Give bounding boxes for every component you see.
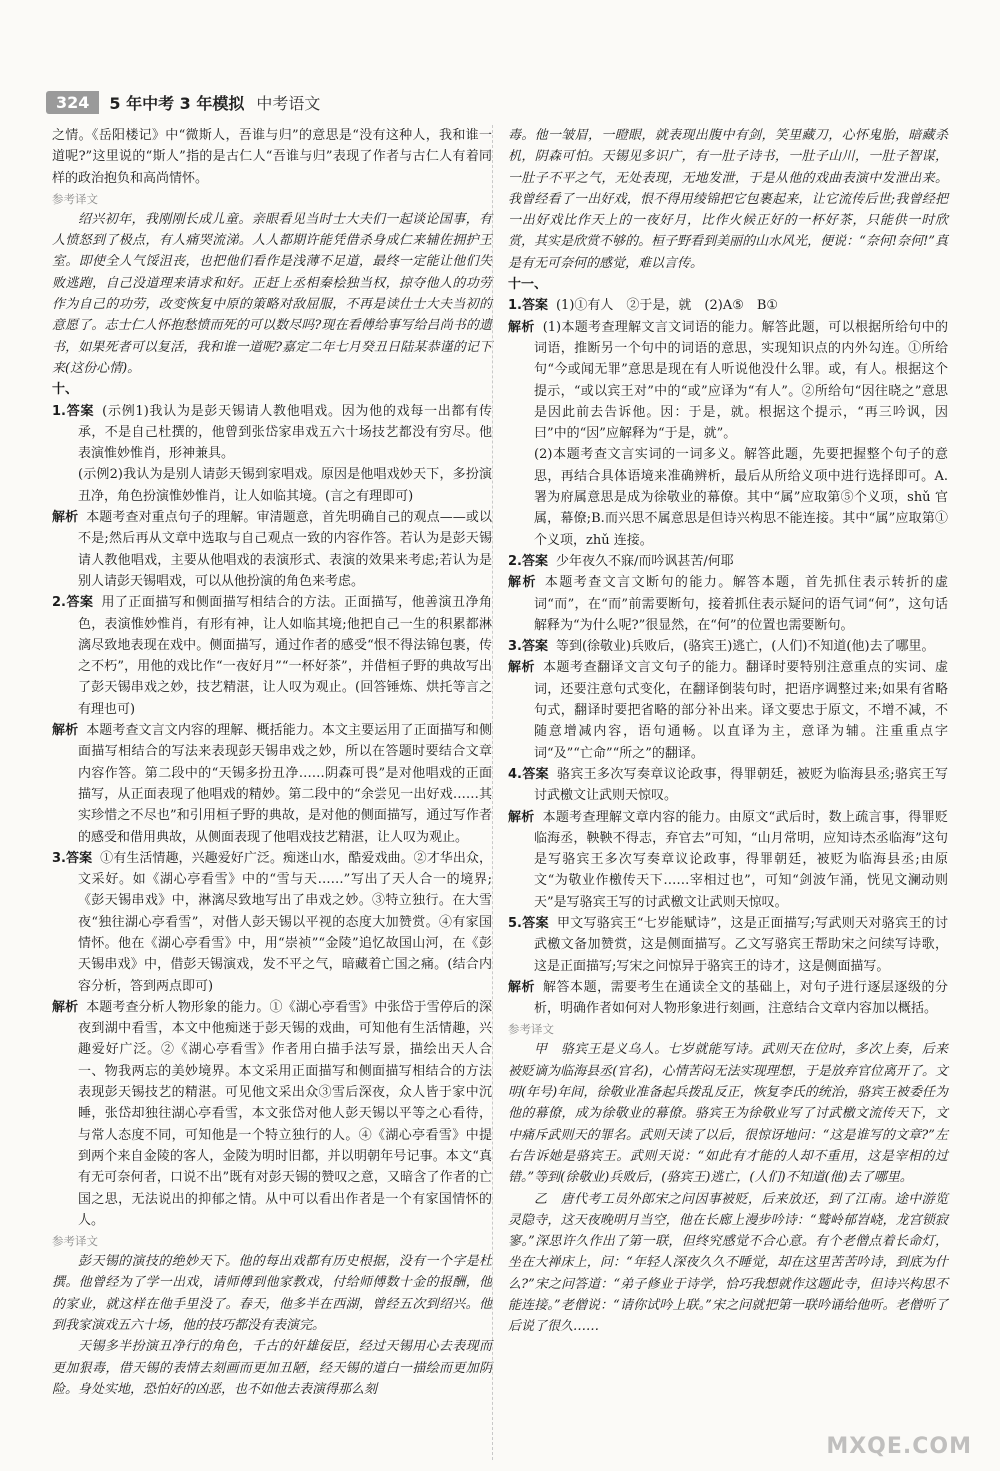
answer-tag: 1.答案 [508,298,548,314]
q3-answer [52,848,492,997]
q2-analysis-text: 本题考查文言文内容的理解、概括能力。本文主要运用了正面描写和侧面描写相结合的写法来表现彭天锡串戏之妙，所以在答题时要结合文章内容作答。第二段中的“天锡多扮丑净……阴森可畏”是对他唱戏的正面描写，从正面表现了他唱戏的精妙。第二段中的“余尝见一出好戏……其实珍惜之不尽也”和引用桓子野的典故，是对他的侧面描写，通过写作者的感受和借用典故，从侧面表现了他唱戏技艺精湛，让人叹为观止。 [78,723,492,845]
q3-answer [508,636,948,657]
q3-analysis [52,997,492,1231]
reference-translation-text: 绍兴初年，我刚刚长成儿童。亲眼看见当时士大夫们一起谈论国事，有人愤怒到了极点，有人痛哭流涕。人人都期许能凭借杀身成仁来辅佐拥护王室。即使全人气馁沮丧，也把他们看作是浅薄不足道，最终一定能让他们失败逃跑，自己没道理来请求和好。正赶上丞相秦桧独当权，掠夺他人的功劳作为自己的功劳，改变恢复中原的策略对敌屈服，不再是读仕士大夫当初的意愿了。志士仁人怀抱愁愤而死的可以数尽吗?现在看傅给事写给吕尚书的遗书，如果死者可以复活，我和谁一道呢?嘉定二年七月癸丑日陆某恭谨的记下来(这份心情)。 [52,211,492,376]
q2-answer [52,592,492,720]
site-watermark: MXQE.COM [826,1434,972,1459]
answer-tag: 5.答案 [508,915,549,931]
answer-tag: 2.答案 [52,595,94,611]
q1-answer [52,401,492,465]
section-eleven-heading: 十一、 [508,277,548,293]
reference-translation-label: 参考译文 [52,1234,98,1249]
q1-analysis [52,507,492,592]
q4-answer [508,764,948,807]
q2-answer-text: 少年夜久不寐/而吟讽甚苦/何耶 [555,553,734,569]
q3-analysis [508,657,948,763]
book-subject: 中考语文 [256,93,321,113]
q1-analysis-text: (1)本题考查理解文言文词语的能力。解答此题，可以根据所给句中的词语，推断另一个句中的词语的意思，实现知识点的内外勾连。①所给句“今或闻无罪”意思是现在有人听说他没什么罪。或，有人。根据这个提示，“或以宾王对”中的“或”应译为“有人”。②所给句“因往晓之”意思是因此前去告诉他。因：于是，就。根据这个提示，“再三吟讽，因曰”中的“因”应解释为“于是，就”。 [534,319,948,442]
q2-analysis-text: 本题考查文言文断句的能力。解答本题，首先抓住表示转折的虚词“而”，在“而”前需要断句，接着抓住表示疑问的语气词“何”，这句话解释为“为什么呢?”很显然，在“何”的位置也需要断句。 [534,575,948,633]
analysis-tag: 解析 [508,319,535,335]
analysis-tag: 解析 [508,809,535,825]
reference-translation-label: 参考译文 [52,191,98,206]
q1-answer-example2: (示例2)我认为是别人请彭天锡到家唱戏。原因是他唱戏妙天下，多扮演丑净，角色扮演惟妙惟肖，让人如临其境。(言之有理即可) [78,467,492,504]
intro-paragraph: 之情。《岳阳楼记》中“微斯人，吾谁与归”的意思是“没有这种人，我和谁一道呢?”这里说的“斯人”指的是古仁人“吾谁与归”表现了作者与古仁人有着同样的政治抱负和高尚情怀。 [52,128,492,186]
q1-analysis-part2: (2)本题考查文言实词的一词多义。解答此题，先要把握整个句子的意思，再结合具体语境来准确辨析，最后从所给义项中进行选择即可。A.署为府属意思是成为徐敬业的幕僚。其中“属”应取第⑤个义项，shǔ 官属，幕僚;B.而兴思不属意思是但诗兴构思不能连接。其中“属”应取第①个义项，zhǔ 连接。 [534,447,948,548]
q4-analysis [508,807,948,913]
left-column [52,125,492,1400]
reference-translation-text: 天锡多半扮演丑净行的角色，千古的奸雄佞臣，经过天锡用心去表现而更加狠毒，借天锡的表情去刻画而更加丑陋，经天锡的道白一描绘而更加阴险。身处实地，恐怕好的凶恶，也不如他去表演得那么刻 [52,1339,492,1397]
answer-tag: 3.答案 [52,850,93,866]
q4-answer-text: 骆宾王多次写奏章议论政事，得罪朝廷，被贬为临海县丞;骆宾王写讨武檄文让武则天惊叹。 [534,766,948,804]
answer-tag: 4.答案 [508,766,549,782]
q5-answer [508,913,948,977]
reference-translation-text: 彭天锡的演技的绝妙天下。他的每出戏都有历史根据，没有一个字是杜撰。他曾经为了学一出戏，请师傅到他家教戏，付给师傅数十金的报酬，他的家业，就这样在他手里没了。春天，他多半在西湖，曾经五次到绍兴。他到我家演戏五六十场，他的技巧都没有表演完。 [52,1254,492,1334]
page-header [46,88,320,116]
q3-answer-text: ①有生活情趣，兴趣爱好广泛。痴迷山水，酷爱戏曲。②才华出众，文采好。如《湖心亭看雪》中的“雪与天……”写出了天人合一的境界;《彭天锡串戏》中，淋漓尽致地写出了串戏之妙。③特立独行。在大雪夜“独往湖心亭看雪”，对偕人彭天锡以平视的态度大加赞赏。④有家国情怀。他在《湖心亭看雪》中，用“崇祯”“金陵”追忆故国山河，在《彭天锡串戏》中，借彭天锡演戏，发不平之气，暗藏着亡国之痛。(结合内容分析，答到两点即可) [78,850,492,994]
analysis-tag: 解析 [508,575,537,591]
reference-translation-text: 甲 骆宾王是义乌人。七岁就能写诗。武则天在位时，多次上奏，后来被贬谪为临海县丞(官名)，心情苦闷无法实现理想，于是放弃官位离开了。文明(年号)年间，徐敬业准备起兵拨乱反正，恢复李氏的统治，骆宾王被委任为他的幕僚，成为徐敬业的幕僚。骆宾王为徐敬业写了讨武檄文流传天下，文中痛斥武则天的罪名。武则天读了以后，很惊讶地问：“这是谁写的文章?”左右告诉她是骆宾王。武则天说：“如此有才能的人却不重用，这是宰相的过错。”等到(徐敬业)兵败后，(骆宾王)逃亡，(人们)不知道(他)去了哪里。 [508,1042,948,1186]
analysis-tag: 解析 [508,660,536,676]
analysis-tag: 解析 [52,723,79,739]
q1-answer [508,295,948,316]
q1-analysis-text: 本题考查对重点句子的理解。审清题意，首先明确自己的观点——或以不是;然后再从文章中选取与自己观点一致的内容作答。若认为是彭天锡请人教他唱戏，主要从他唱戏的表演形式、表演的效果来考虑;若认为是别人请彭天锡唱戏，可以从他扮演的角色来考虑。 [78,510,492,589]
book-brand: 5 年中考 3 年模拟 [109,93,245,113]
analysis-tag: 解析 [52,510,79,526]
q1-answer-text: (示例1)我认为是彭天锡请人教他唱戏。因为他的戏每一出都有传承，不是自己杜撰的，他曾到张岱家串戏五六十场技艺都没有穷尽。他表演惟妙惟肖，形神兼具。 [78,403,492,462]
q2-analysis [52,720,492,848]
analysis-tag: 解析 [508,979,536,995]
q3-answer-text: 等到(徐敬业)兵败后，(骆宾王)逃亡，(人们)不知道(他)去了哪里。 [555,639,935,655]
column-divider [492,125,493,1460]
analysis-tag: 解析 [52,999,79,1015]
reference-translation-text: 乙 唐代考工员外郎宋之问因事被贬，后来放还，到了江南。途中游览灵隐寺，这天夜晚明月当空，他在长廊上漫步吟诗：“鹫岭郁岧峣，龙宫锁寂寥。”深思许久作出了第一联，但终究感觉不合心意。有个老僧点着长命灯，坐在大禅床上，问：“年轻人深夜久久不睡觉，却在这里苦苦吟诗，到底为什么?”宋之问答道：“弟子修业于诗学，恰巧我想就作这题此寺，但诗兴构思不能连接。”老僧说：“请你试吟上联。”宋之问就把第一联吟诵给他听。老僧听了后说了很久…… [508,1191,948,1335]
q5-answer-text: 甲文写骆宾王“七岁能赋诗”，这是正面描写;写武则天对骆宾王的讨武檄文备加赞赏，这是侧面描写。乙文写骆宾王帮助宋之问续写诗歌，这是正面描写;写宋之问惊异于骆宾王的诗才，这是侧面描写。 [534,915,948,974]
q2-analysis [508,572,948,636]
q4-analysis-text: 本题考查理解文章内容的能力。由原文“武后时，数上疏言事，得罪贬临海丞，鞅鞅不得志，弃官去”可知，“山月常明，应知诗杰丞临海”这句是写骆宾王多次写奏章议论政事，得罪朝廷，被贬为临海县丞;由原文“为敬业作檄传天下……宰相过也”，可知“剑波乍涌，恍见文澜动则天”是写骆宾王写的讨武檄文让武则天惊叹。 [534,809,948,910]
page-number: 324 [46,91,99,114]
q1-analysis [508,317,948,445]
q3-analysis-text: 本题考查翻译文言文句子的能力。翻译时要特别注意重点的实词、虚词，还要注意句式变化，在翻译倒装句时，把语序调整过来;如果有省略句式，翻译时要把省略的部分补出来。译文要忠于原文，不增不减，不随意增减内容，语句通畅。以直译为主，意译为辅。注重重点字词“及”“亡命”“所之”的翻译。 [534,660,948,761]
reference-translation-continued: 毒。他一皱眉，一瞪眼，就表现出腹中有剑，笑里藏刀，心怀鬼胎，暗藏杀机，阴森可怕。天锡见多识广，有一肚子诗书，一肚子山川，一肚子智谋，一肚子不平之气，无处表现，无地发泄，于是从他的戏曲表演中发泄出来。我曾经看了一出好戏，恨不得用绫锦把它包裹起来，让它流传后世;我曾经把一出好戏比作天上的一夜好月，比作火候正好的一杯好茶，只能供一时欣赏，其实是欣赏不够的。桓子野看到美丽的山水风光，便说：“奈何!奈何!”真是有无可奈何的感觉，难以言传。 [508,128,948,271]
answer-tag: 3.答案 [508,639,548,655]
reference-translation-label: 参考译文 [508,1022,554,1037]
answer-tag: 1.答案 [52,403,95,419]
q2-answer-text: 用了正面描写和侧面描写相结合的方法。正面描写，他善演丑净角色，表演惟妙惟肖，有形有神，让人如临其境;他把自己一生的积累都淋漓尽致地表现在戏中。侧面描写，通过作者的感受“恨不得法锦包裹，传之不朽”，用他的戏比作“一夜好月”“一杯好茶”，并借桓子野的典故写出了彭天锡串戏之妙，技艺精湛，让人叹为观止。(回答锤炼、烘托等言之有理也可) [78,595,492,717]
q5-analysis [508,977,948,1020]
answer-tag: 2.答案 [508,553,548,569]
q5-analysis-text: 解答本题，需要考生在通读全文的基础上，对句子进行逐层逐级的分析，明确作者如何对人物形象进行刻画，注意结合文章内容加以概括。 [534,979,948,1017]
right-column [508,125,948,1338]
q2-answer [508,551,948,572]
q3-analysis-text: 本题考查分析人物形象的能力。①《湖心亭看雪》中张岱于雪停后的深夜到湖中看雪，本文中他痴迷于彭天锡的戏曲，可知他有生活情趣，兴趣爱好广泛。②《湖心亭看雪》作者用白描手法写景，描绘出天人合一、物我两忘的美妙境界。本文采用正面描写和侧面描写相结合的方法表现彭天锡技艺的精湛。可见他文采出众③雪后深夜，众人皆于家中沉睡，张岱却独往湖心亭看雪，本文张岱对他人彭天锡以平等之心看待，与常人态度不同，可知他是一个特立独行的人。④《湖心亭看雪》中提到两个来自金陵的客人，金陵为明时旧都，并以明朝年号记事。本文“真有无可奈何者，口说不出”既有对彭天锡的赞叹之意，又暗含了作者的亡国之思，无法说出的抑郁之情。从中可以看出作者是一个有家国情怀的人。 [78,999,492,1228]
q1-answer-text: (1)①有人 ②于是，就 (2)A⑤ B① [555,298,779,314]
section-ten-heading: 十、 [52,382,79,398]
